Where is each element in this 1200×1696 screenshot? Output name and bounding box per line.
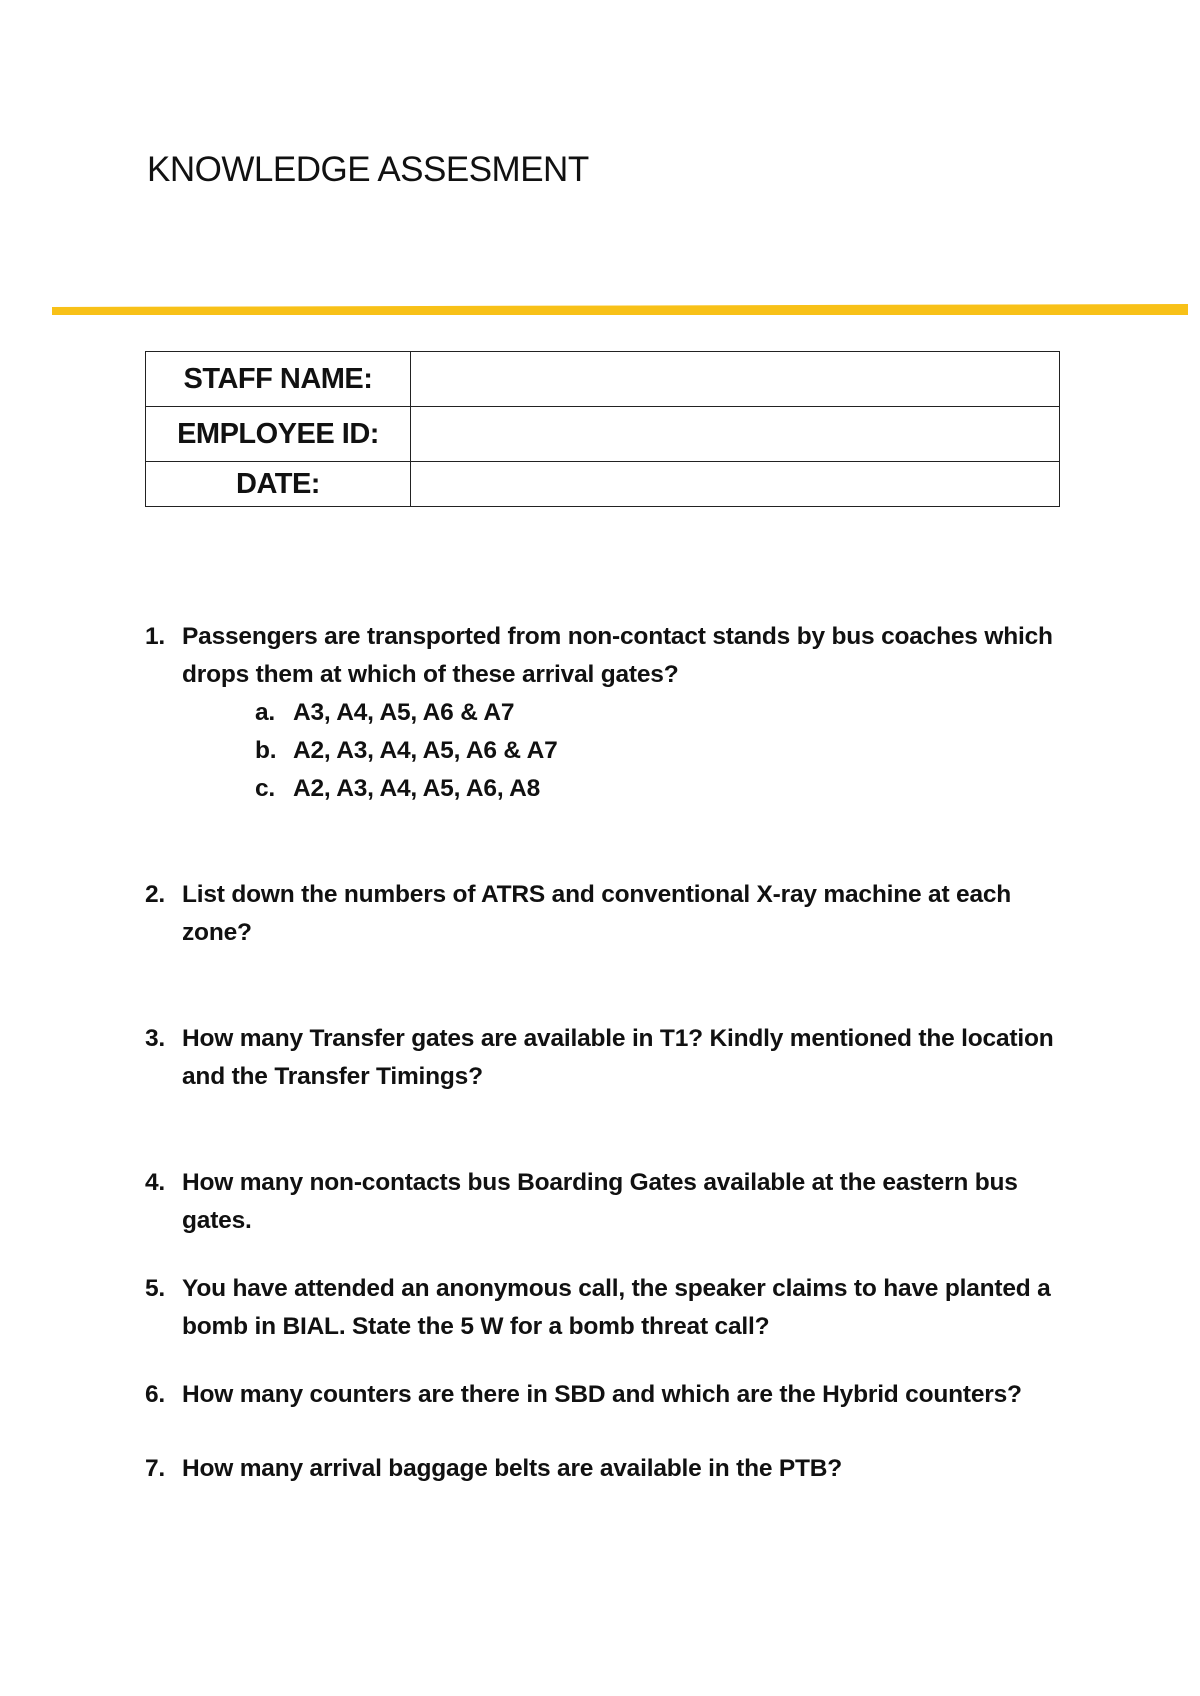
question-number: 4. <box>145 1169 166 1196</box>
staff-info-table <box>145 351 1060 507</box>
question-number: 6. <box>145 1381 166 1408</box>
date-label: DATE: <box>146 462 411 507</box>
question-item <box>145 618 1085 694</box>
staff-name-label: STAFF NAME: <box>146 352 411 407</box>
question-list <box>145 618 1085 1488</box>
table-row <box>146 352 1060 407</box>
answer-options <box>145 694 1085 808</box>
question-number: 2. <box>145 881 166 908</box>
option-item[interactable] <box>255 770 1085 808</box>
table-row <box>146 462 1060 507</box>
date-field[interactable] <box>411 462 1060 507</box>
question-number: 1. <box>145 623 166 650</box>
option-item[interactable] <box>255 694 1085 732</box>
question-number: 3. <box>145 1025 166 1052</box>
employee-id-label: EMPLOYEE ID: <box>146 407 411 462</box>
option-item[interactable] <box>255 732 1085 770</box>
question-text: List down the numbers of ATRS and conventional X-ray machine at each zone? <box>182 881 1012 946</box>
staff-name-field[interactable] <box>411 352 1060 407</box>
option-letter: b. <box>255 737 277 764</box>
option-text: A2, A3, A4, A5, A6 & A7 <box>293 737 558 764</box>
question-item <box>145 1376 1085 1414</box>
question-text: Passengers are transported from non-contact stands by bus coaches which drops them at which of these arrival gates? <box>182 623 1053 688</box>
question-item <box>145 1164 1085 1240</box>
option-letter: a. <box>255 699 276 726</box>
option-text: A2, A3, A4, A5, A6, A8 <box>293 775 541 802</box>
question-number: 7. <box>145 1455 166 1482</box>
employee-id-field[interactable] <box>411 407 1060 462</box>
question-text: How many counters are there in SBD and which are the Hybrid counters? <box>182 1381 1022 1408</box>
question-text: How many arrival baggage belts are available in the PTB? <box>182 1455 843 1482</box>
header-divider <box>52 304 1188 315</box>
question-text: You have attended an anonymous call, the speaker claims to have planted a bomb in BIAL. State the 5 W for a bomb threat call? <box>182 1275 1051 1340</box>
question-number: 5. <box>145 1275 166 1302</box>
question-item <box>145 1020 1085 1096</box>
question-text: How many non-contacts bus Boarding Gates available at the eastern bus gates. <box>182 1169 1018 1234</box>
question-item <box>145 876 1085 952</box>
option-text: A3, A4, A5, A6 & A7 <box>293 699 515 726</box>
question-item <box>145 1450 1085 1488</box>
question-text: How many Transfer gates are available in T1? Kindly mentioned the location and the Transfer Timings? <box>182 1025 1054 1090</box>
page-title: KNOWLEDGE ASSESMENT <box>147 150 589 189</box>
option-letter: c. <box>255 775 276 802</box>
table-row <box>146 407 1060 462</box>
question-item <box>145 1270 1085 1346</box>
